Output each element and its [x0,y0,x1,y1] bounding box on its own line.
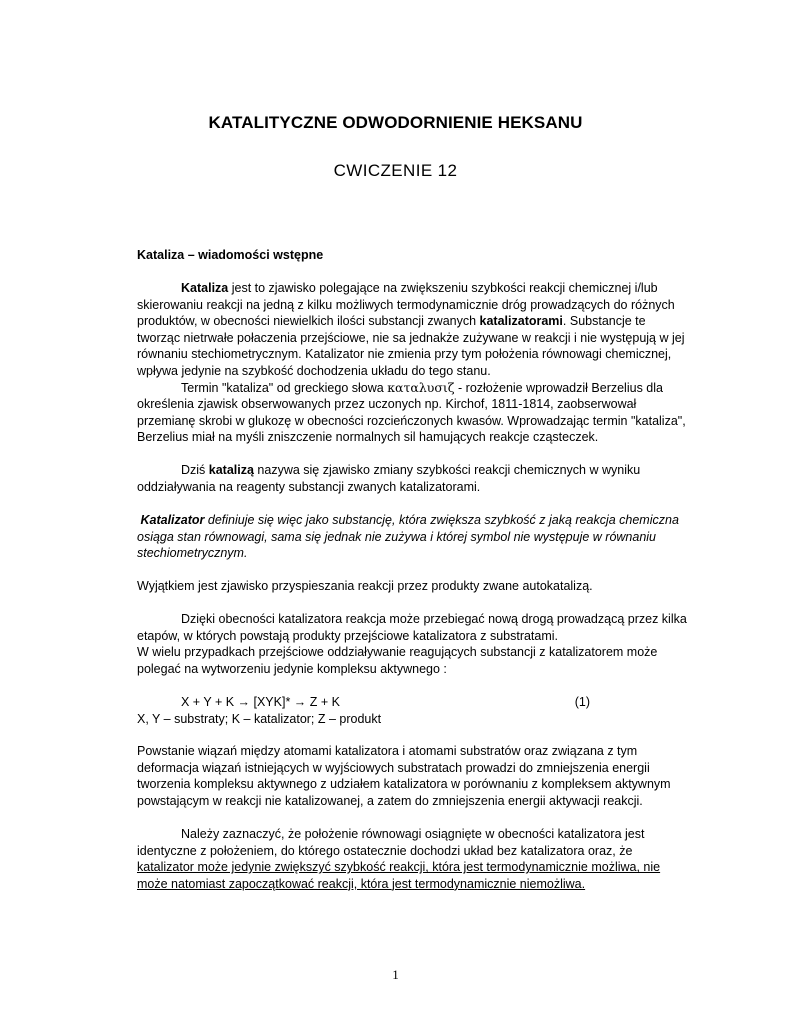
term-katalizatorami: katalizatorami [479,314,563,329]
exercise-subtitle: CWICZENIE 12 [333,161,458,180]
paragraph-mechanism [137,611,692,677]
paragraph-text: . Substancje te tworząc nietrwałe połaczenia przejściowe, nie sa jednakże zużywane w reakcji i nie występują w jej równaniu stechiometrycznym. Katalizator nie zmienia przy tym położenia równowagi chemicznej, wpływa jedynie na szybkość dochodzenia układu do tego stanu. [137,314,685,378]
paragraph-text: Dziś [181,463,209,477]
paragraph-autocatalysis: Wyjątkiem jest zjawisko przyspieszania reakcji przez produkty zwane autokatalizą. [137,579,593,593]
page-number: 1 [392,967,399,982]
paragraph-text: Należy zaznaczyć, że położenie równowagi osiągnięte w obecności katalizatora jest identyczne z położeniem, do którego ostatecznie dochodzi układ bez katalizatora oraz, że [137,827,645,858]
equation-formula: X + Y + K → [XYK]* → Z + K [181,695,340,709]
term-katalizator: Katalizator [140,513,205,527]
paragraph-equilibrium [137,826,692,892]
document-title: KATALITYCZNE ODWODORNIENIE HEKSANU [208,113,583,132]
paragraph-text: nazywa się zjawisko zmiany szybkości reakcji chemicznych w wyniku oddziaływania na reagenty substancji zwanych katalizatorami. [137,463,641,494]
underlined-statement: katalizator może jedynie zwiększyć szybkość reakcji, która jest termodynamicznie możliwa, nie może natomiast zapoczątkować reakcji, która jest termodynamicznie niemożliwa. [137,860,661,891]
paragraph-definition [137,280,692,446]
paragraph-catalyst-definition [137,512,692,562]
paragraph-text: definiuje się więc jako substancję, która zwiększa szybkość z jaką reakcja chemiczna osiąga stan równowagi, sama się jednak nie zużywa i której symbol nie występuje w równaniu stechiometrycznym. [137,513,679,561]
equation-number: (1) [574,695,590,709]
section-heading: Kataliza – wiadomości wstępne [137,248,324,262]
paragraph-text: Termin "kataliza" od greckiego słowa [181,380,388,395]
paragraph-text: jest to zjawisko polegające na zwiększeniu szybkości reakcji chemicznej i/lub skierowaniu reakcji na jedną z kilku możliwych termodynamicznie dróg prowadzących do różnych produktów, w obecności niewielkich ilości substancji zwanych [137,281,675,329]
equation-legend: X, Y – substraty; K – katalizator; Z – produkt [137,711,382,726]
greek-word: καταλυσιζ [387,379,455,395]
term-kataliza-modern: katalizą [208,463,254,477]
equation-block [137,694,692,727]
paragraph-text: Dzięki obecności katalizatora reakcja może przebiegać nową drogą prowadzącą przez kilka etapów, w których powstają produkty przejściowe katalizatora z substratami. [137,612,687,643]
term-kataliza: Kataliza [181,281,229,295]
paragraph-text: W wielu przypadkach przejściowe oddziaływanie reagujących substancji z katalizatorem może polegać na wytworzeniu jedynie kompleksu aktywnego : [137,645,658,676]
paragraph-text: - rozłożenie wprowadził Berzelius dla określenia zjawisk obserwowanych przez uczonych np. Kirchof, 1811-1814, zaobserwował przemianę skrobi w glukozę w obecności rozcieńczonych kwasów. Wprowadzając termin "kataliza", Berzelius miał na myśli zniszczenie normalnych sil hamujących reakcje cząsteczek. [137,380,686,445]
paragraph-activation-energy: Powstanie wiązań między atomami katalizatora i atomami substratów oraz związana z tym deformacja wiązań istniejących w wyjściowych substratach prowadzi do zmniejszenia energii tworzenia kompleksu aktywnego z udziałem katalizatora w porównaniu z kompleksem aktywnym powstającym w reakcji nie katalizowanej, a zatem do zmniejszenia energii aktywacji reakcji. [137,744,671,808]
paragraph-modern-definition [137,462,692,495]
